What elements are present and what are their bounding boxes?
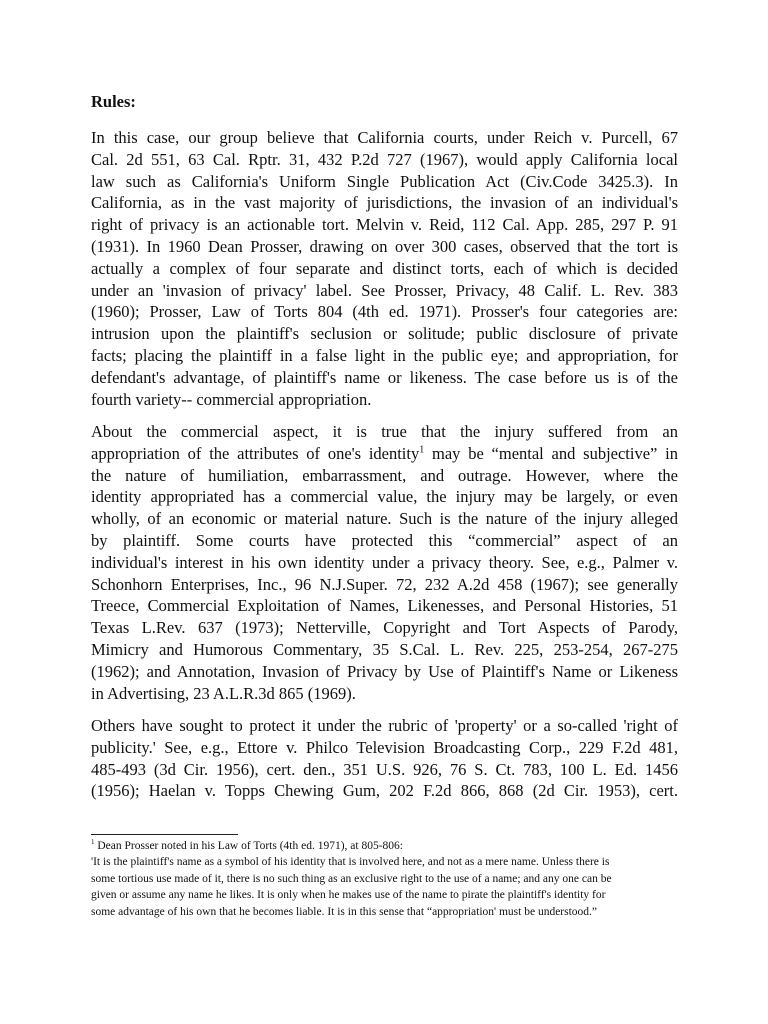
text: right of privacy is an actionable tort. Melvin v. Reid, 112 Cal. App. 285, 297 P. 91 bbox=[91, 215, 678, 235]
text-line bbox=[91, 683, 678, 705]
paragraph-3 bbox=[91, 715, 678, 802]
text: California, as in the vast majority of jurisdictions, the invasion of an individual's bbox=[91, 193, 678, 213]
text: under an 'invasion of privacy' label. See Prosser, Privacy, 48 Calif. L. Rev. 383 bbox=[91, 280, 678, 300]
text: intrusion upon the plaintiff's seclusion or solitude; public disclosure of private bbox=[91, 324, 678, 344]
text-line bbox=[91, 345, 678, 367]
document-page bbox=[91, 0, 678, 1024]
footnote-line: some advantage of his own that he becomes liable. It is in this sense that “appropriation' must be understood.” bbox=[91, 905, 598, 918]
text-line bbox=[91, 214, 678, 236]
text: identity appropriated has a commercial value, the injury may be largely, or even bbox=[91, 487, 678, 507]
paragraph-1 bbox=[91, 127, 678, 410]
text-line bbox=[91, 149, 678, 171]
text-line bbox=[91, 639, 678, 661]
text-line bbox=[91, 617, 678, 639]
text: (1931). In 1960 Dean Prosser, drawing on over 300 cases, observed that the tort is bbox=[91, 236, 678, 256]
text-line bbox=[91, 661, 678, 683]
text-line bbox=[91, 715, 678, 737]
text: (1962); and Annotation, Invasion of Privacy by Use of Plaintiff's Name or Likeness bbox=[91, 661, 678, 681]
text: Others have sought to protect it under the rubric of 'property' or a so-called 'right of bbox=[91, 716, 678, 735]
footnote-line bbox=[91, 838, 711, 854]
text: wholly, of an economic or material nature. Such is the nature of the injury alleged bbox=[91, 509, 678, 529]
text-line bbox=[91, 595, 678, 617]
text: In this case, our group believe that California courts, under Reich v. Purcell, 67 bbox=[91, 128, 678, 147]
text: facts; placing the plaintiff in a false light in the public eye; and appropriation, for bbox=[91, 345, 678, 365]
text-line bbox=[91, 367, 678, 389]
text: 485-493 (3d Cir. 1956), cert. den., 351 U.S. 926, 76 S. Ct. 783, 100 L. Ed. 1456 bbox=[91, 759, 678, 779]
text: About the commercial aspect, it is true that the injury suffered from an bbox=[91, 422, 678, 441]
text-line bbox=[91, 759, 678, 781]
footnote-line: some tortious use made of it, there is no such thing as an exclusive right to the use of a name; and any one can be bbox=[91, 872, 612, 885]
footnote-mark: 1 bbox=[91, 838, 95, 847]
text-line bbox=[91, 301, 678, 323]
text: appropriation of the attributes of one's identity bbox=[91, 443, 420, 463]
footnote-line: 'It is the plaintiff's name as a symbol of his identity that is involved here, and not as a mere name. Unless there is bbox=[91, 856, 610, 869]
text-line bbox=[91, 323, 678, 345]
text-line bbox=[91, 737, 678, 759]
text: (1956); Haelan v. Topps Chewing Gum, 202 F.2d 866, 868 (2d Cir. 1953), cert. bbox=[91, 781, 678, 801]
text: the nature of humiliation, embarrassment, and outrage. However, where the bbox=[91, 465, 678, 485]
text: law such as California's Uniform Single Publication Act (Civ.Code 3425.3). In bbox=[91, 171, 678, 191]
text: Treece, Commercial Exploitation of Names, Likenesses, and Personal Histories, 51 bbox=[91, 596, 678, 616]
text-line bbox=[91, 280, 678, 302]
text: by plaintiff. Some courts have protected this “commercial” aspect of an bbox=[91, 530, 678, 550]
text-line bbox=[91, 486, 678, 508]
text: defendant's advantage, of plaintiff's name or likeness. The case before us is of the bbox=[91, 367, 678, 387]
text-line bbox=[91, 780, 678, 802]
section-heading: Rules: bbox=[91, 92, 136, 111]
text: may be “mental and subjective” in bbox=[424, 443, 678, 463]
text: individual's interest in his own identity under a privacy theory. See, e.g., Palmer v. bbox=[91, 552, 678, 572]
footnote-ref[interactable]: 1 bbox=[419, 444, 425, 456]
text: Schonhorn Enterprises, Inc., 96 N.J.Super. 72, 232 A.2d 458 (1967); see generally bbox=[91, 574, 678, 594]
text: Dean Prosser noted in his Law of Torts (4th ed. 1971), at 805-806: bbox=[94, 840, 403, 852]
text: Texas L.Rev. 637 (1973); Netterville, Copyright and Tort Aspects of Parody, bbox=[91, 618, 678, 638]
text: (1960); Prosser, Law of Torts 804 (4th ed. 1971). Prosser's four categories are: bbox=[91, 302, 678, 322]
text-with-footnote bbox=[91, 444, 678, 463]
text-line bbox=[91, 443, 678, 465]
text-line bbox=[91, 530, 678, 552]
footnote bbox=[91, 838, 711, 920]
text-line bbox=[91, 258, 678, 280]
text: in Advertising, 23 A.L.R.3d 865 (1969). bbox=[91, 683, 356, 703]
text-line bbox=[91, 465, 678, 487]
text-line bbox=[91, 192, 678, 214]
text-line bbox=[91, 127, 678, 149]
text: fourth variety-- commercial appropriation. bbox=[91, 389, 372, 409]
text: publicity.' See, e.g., Ettore v. Philco Television Broadcasting Corp., 229 F.2d 481, bbox=[91, 737, 678, 757]
footnote-divider bbox=[91, 834, 238, 835]
text-line bbox=[91, 236, 678, 258]
paragraph-2 bbox=[91, 421, 678, 704]
text: actually a complex of four separate and distinct torts, each of which is decided bbox=[91, 258, 678, 278]
text-line bbox=[91, 552, 678, 574]
text-line bbox=[91, 389, 678, 411]
text-line bbox=[91, 508, 678, 530]
text: Cal. 2d 551, 63 Cal. Rptr. 31, 432 P.2d 727 (1967), would apply California local bbox=[91, 149, 678, 169]
text: Mimicry and Humorous Commentary, 35 S.Cal. L. Rev. 225, 253-254, 267-275 bbox=[91, 639, 678, 659]
text-line bbox=[91, 421, 678, 443]
footnote-line: given or assume any name he likes. It is only when he makes use of the name to pirate the plaintiff's identity for bbox=[91, 889, 606, 902]
text-line bbox=[91, 171, 678, 193]
text-line bbox=[91, 574, 678, 596]
